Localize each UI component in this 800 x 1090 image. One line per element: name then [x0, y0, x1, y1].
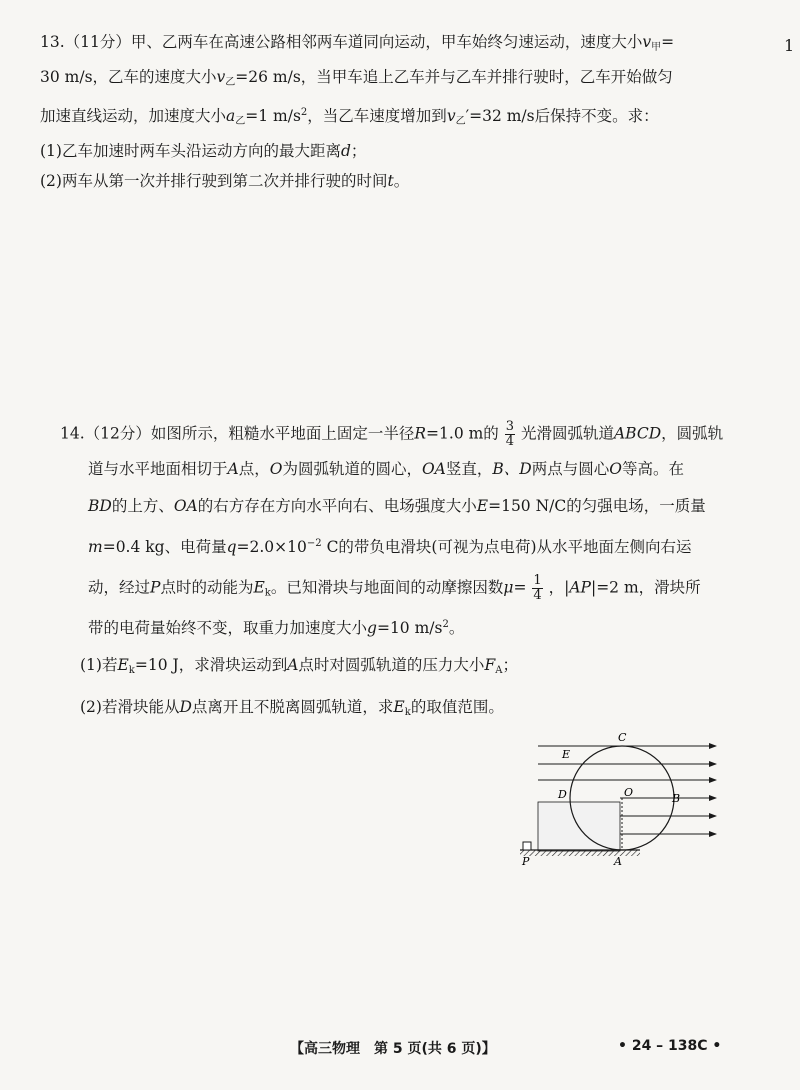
- sub-k: k: [128, 664, 135, 676]
- q14-text-4a: =0.4 kg、电荷量: [102, 538, 227, 556]
- frac-den: 4: [533, 588, 542, 603]
- q14-text-4b: =2.0×10: [236, 538, 307, 556]
- q14-text-2b: 点，: [238, 460, 270, 478]
- sym-equals: =: [513, 578, 527, 597]
- question-14: [60, 420, 740, 739]
- sym-E: E: [117, 655, 129, 674]
- sym-D: D: [179, 697, 192, 716]
- sym-v: v: [446, 107, 456, 125]
- sym-OA: OA: [173, 497, 198, 515]
- sym-E: E: [253, 578, 265, 597]
- sym-v: v: [642, 33, 652, 51]
- label-a: A: [614, 855, 622, 868]
- sym-O: O: [269, 460, 283, 478]
- q13-line-2: [40, 67, 730, 93]
- q14-part2-text-c: 的取值范围。: [410, 697, 504, 716]
- q13-text-3c: ，当乙车速度增加到: [307, 107, 447, 125]
- q14-text-6a: 带的电荷量始终不变，取重力加速度大小: [88, 618, 368, 637]
- q14-part-1: [60, 655, 740, 681]
- q13-line-3: [40, 102, 730, 132]
- q13-part-2: [40, 171, 730, 192]
- q14-part-2: [60, 697, 740, 723]
- q14-text-2c: 为圆弧轨道的圆心，: [282, 460, 422, 478]
- page-edge-digit: 1: [784, 36, 795, 55]
- sub-yi: 乙: [455, 116, 466, 127]
- sym-OA: OA: [421, 460, 446, 478]
- footer-page-info: 【高三物理 第 5 页(共 6 页)】: [290, 1041, 496, 1057]
- q14-line-6: [60, 614, 740, 639]
- q14-text-5e: |=2 m，滑块所: [590, 578, 701, 597]
- label-e: E: [562, 748, 571, 761]
- q14-text-6b: =10 m/s: [376, 618, 443, 637]
- footer-exam-code: • 24 – 138C •: [618, 1038, 722, 1054]
- sym-E: E: [476, 497, 489, 515]
- q14-text-5c: 。已知滑块与地面间的动摩擦因数: [270, 578, 504, 597]
- q14-text-1c: 光滑圆弧轨道: [520, 424, 614, 443]
- q14-text-3b: 的右方存在方向水平向右、电场强度大小: [197, 497, 477, 515]
- sup-minus-2: −2: [306, 538, 322, 549]
- q14-text-1a: 14.（12分）如图所示，粗糙水平地面上固定一半径: [60, 424, 415, 443]
- q14-part2-text-b: 点离开且不脱离圆弧轨道，求: [191, 697, 394, 716]
- q13-part1-end: ；: [350, 142, 367, 160]
- sym-q: q: [226, 538, 237, 556]
- q14-text-5d: ，|: [548, 578, 570, 597]
- q14-text-3c: =150 N/C的匀强电场，一质量: [488, 497, 706, 515]
- q14-line-5: [60, 574, 740, 604]
- sym-AP: AP: [569, 578, 591, 597]
- sym-t: t: [387, 172, 394, 190]
- sym-R: R: [414, 424, 427, 443]
- sym-P: P: [150, 578, 161, 597]
- q13-text-3a: 加速直线运动，加速度大小: [40, 107, 227, 125]
- q13-text-2b: =26 m/s，当甲车追上乙车并与乙车并排行驶时，乙车开始做匀: [235, 68, 673, 86]
- q13-part1-text: (1)乙车加速时两车头沿运动方向的最大距离: [40, 142, 341, 160]
- sup-2: 2: [442, 618, 449, 630]
- q14-part1-text-a: (1)若: [80, 655, 118, 674]
- q14-text-1d: ，圆弧轨: [661, 424, 724, 443]
- sym-m: m: [88, 538, 103, 556]
- sym-O: O: [609, 460, 622, 478]
- label-p: P: [522, 855, 530, 868]
- ground-hatch: [520, 850, 640, 856]
- sup-2: 2: [300, 107, 308, 118]
- q14-part1-text-b: =10 J，求滑块运动到: [134, 655, 288, 674]
- sub-yi: 乙: [225, 77, 236, 88]
- sym-ABCD: ABCD: [613, 424, 662, 443]
- track-diagram: [510, 728, 730, 868]
- label-b: B: [672, 792, 681, 805]
- q14-line-1: [60, 420, 740, 449]
- q14-text-2d: 竖直，: [445, 460, 493, 478]
- q14-part2-text-a: (2)若滑块能从: [80, 697, 180, 716]
- q14-text-2e: 两点与圆心: [531, 460, 610, 478]
- q14-text-5b: 点时的动能为: [160, 578, 254, 597]
- sub-k: k: [404, 706, 411, 718]
- q13-line-1: [40, 32, 730, 58]
- frac-num: 3: [505, 419, 515, 434]
- sub-jia: 甲: [651, 42, 662, 53]
- q13-text-3d: ′=32 m/s后保持不变。求：: [465, 107, 659, 125]
- q13-text-1b: =: [661, 33, 675, 51]
- q13-text-2a: 30 m/s，乙车的速度大小: [40, 68, 217, 86]
- sub-k: k: [264, 587, 271, 599]
- label-c: C: [618, 731, 627, 744]
- sub-A: A: [495, 664, 503, 676]
- q13-part2-end: 。: [393, 172, 410, 190]
- sym-A: A: [287, 655, 299, 674]
- sym-E: E: [393, 697, 405, 716]
- field-lines-lower: [620, 798, 716, 834]
- q14-text-5a: 动，经过: [88, 578, 151, 597]
- q13-part2-text: (2)两车从第一次并排行驶到第二次并排行驶的时间: [40, 172, 388, 190]
- q14-text-3a: 的上方、: [111, 497, 174, 515]
- q14-text-2a: 道与水平地面相切于: [88, 460, 228, 478]
- fraction-three-quarters: [505, 420, 515, 449]
- sym-d: d: [340, 142, 351, 160]
- q14-text-4c: C的带负电滑块(可视为点电荷)从水平地面左侧向右运: [321, 538, 692, 556]
- q14-line-3: [60, 496, 740, 517]
- q13-text-1a: 13.（11分）甲、乙两车在高速公路相邻两车道同向运动，甲车始终匀速运动，速度大小: [40, 33, 643, 51]
- q14-part1-text-c: 点时对圆弧轨道的压力大小: [298, 655, 485, 674]
- slider-block: [523, 842, 531, 850]
- question-13: [40, 32, 730, 201]
- sym-B-D: B、D: [492, 460, 532, 478]
- q13-part-1: [40, 141, 730, 162]
- q14-part1-end: ；: [502, 655, 518, 674]
- sub-yi: 乙: [235, 116, 246, 127]
- sym-mu: μ: [503, 578, 514, 597]
- q14-text-1b: =1.0 m的: [426, 424, 499, 443]
- sym-A: A: [227, 460, 239, 478]
- sym-a: a: [226, 107, 236, 125]
- frac-num: 1: [533, 573, 542, 588]
- sym-v: v: [216, 68, 226, 86]
- q14-line-2: [60, 459, 740, 480]
- q14-text-6c: 。: [448, 618, 465, 637]
- sym-F: F: [484, 655, 496, 674]
- label-o: O: [624, 786, 634, 799]
- q14-line-4: [60, 533, 740, 558]
- sym-g: g: [367, 618, 377, 637]
- fraction-one-quarter: [532, 574, 542, 603]
- frac-den: 4: [505, 434, 515, 449]
- q14-text-2f: 等高。在: [621, 460, 684, 478]
- q13-text-3b: =1 m/s: [245, 107, 301, 125]
- label-d: D: [558, 788, 567, 801]
- sym-BD: BD: [88, 497, 112, 515]
